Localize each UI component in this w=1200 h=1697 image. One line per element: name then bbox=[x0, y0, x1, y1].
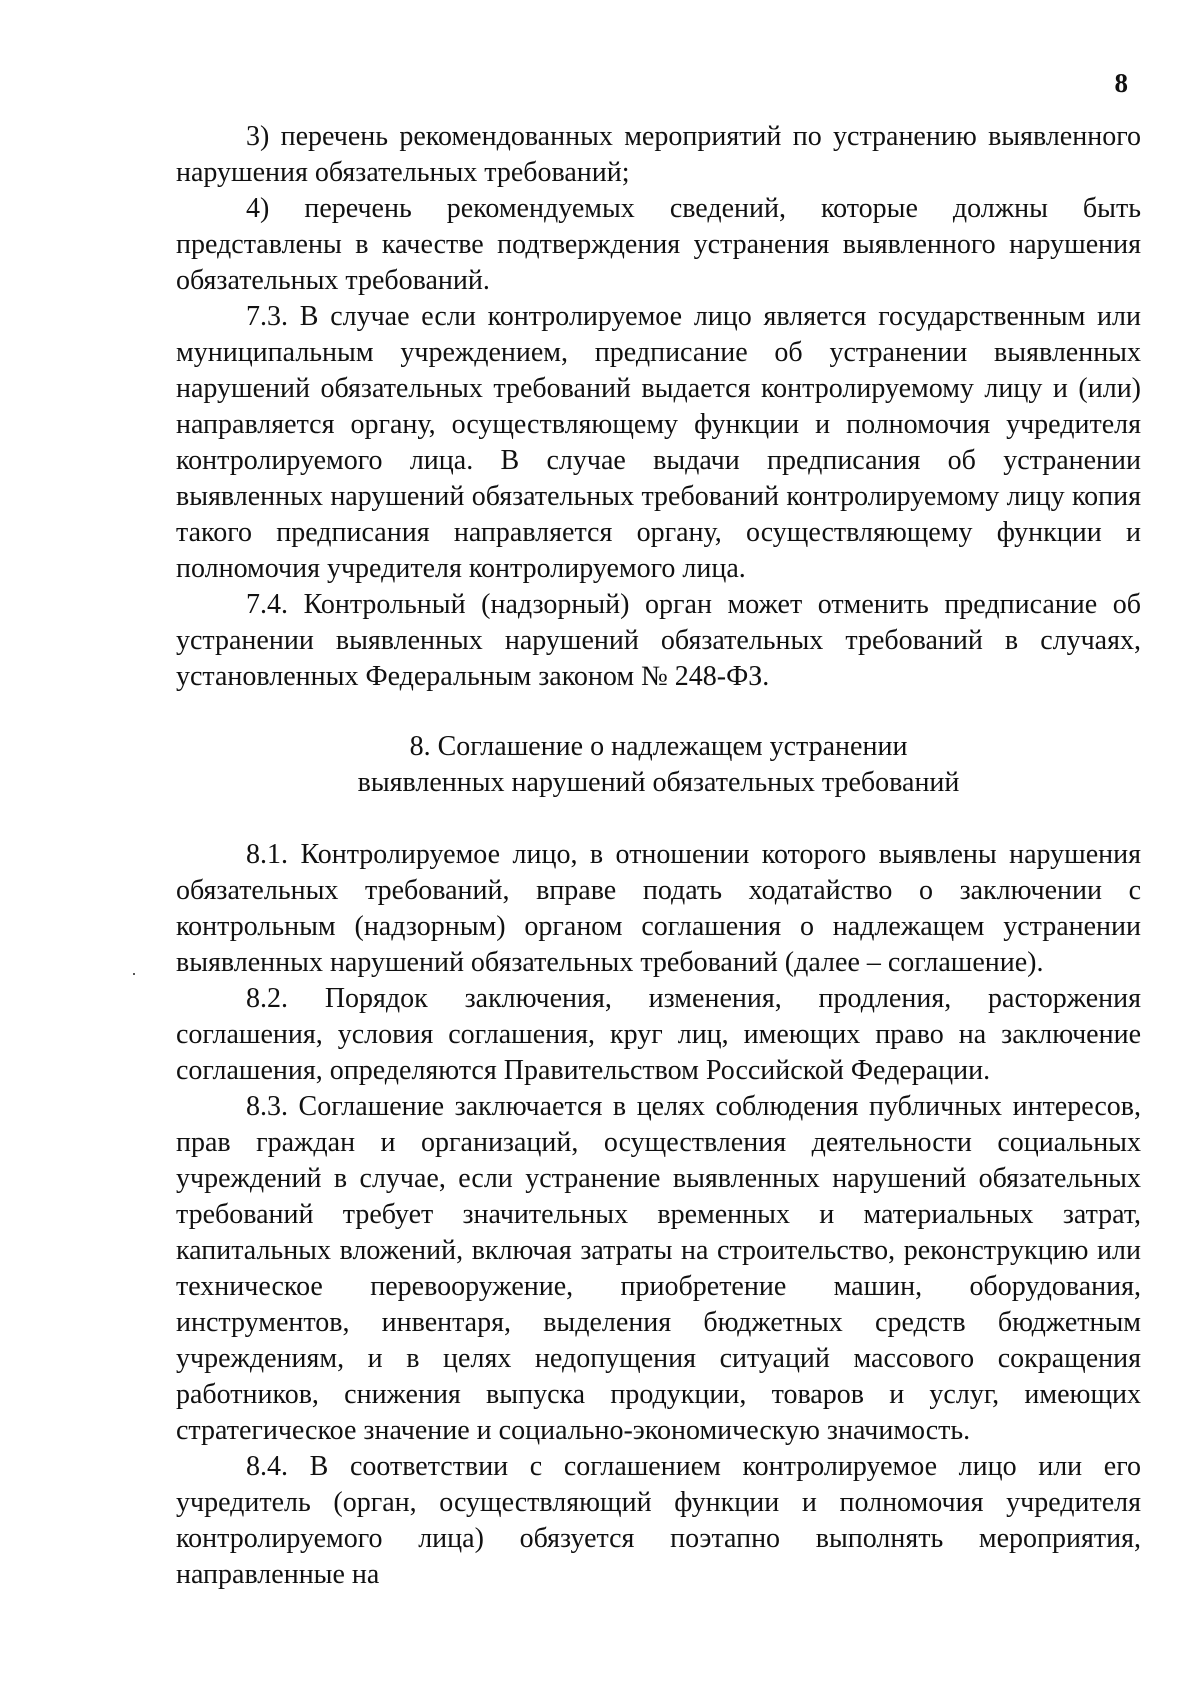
scan-speck bbox=[133, 973, 135, 975]
section-heading bbox=[176, 729, 1141, 801]
document-body bbox=[176, 119, 1141, 1593]
page-number: 8 bbox=[1114, 68, 1128, 98]
paragraph-8-3: 8.3. Соглашение заключается в целях соблюдения публичных интересов, прав граждан и организаций, осуществления деятельности социальных учреждений в случае, если устранение выявленных нарушений обязательных требований требует значительных временных и материальных затрат, капитальных вложений, включая затраты на строительство, реконструкцию или техническое перевооружение, приобретение машин, оборудования, инструментов, инвентаря, выделения бюджетных средств бюджетным учреждениям, и в целях недопущения ситуаций массового сокращения работников, снижения выпуска продукции, товаров и услуг, имеющих стратегическое значение и социально-экономическую значимость. bbox=[176, 1091, 1141, 1446]
paragraph-item-4: 4) перечень рекомендуемых сведений, которые должны быть представлены в качестве подтверждения устранения выявленного нарушения обязательных требований. bbox=[176, 193, 1141, 296]
paragraph-item-3: 3) перечень рекомендованных мероприятий по устранению выявленного нарушения обязательных требований; bbox=[176, 121, 1141, 188]
section-heading-line-2: выявленных нарушений обязательных требований bbox=[357, 767, 960, 798]
section-heading-line-1: 8. Соглашение о надлежащем устранении bbox=[409, 731, 908, 762]
paragraph-8-1: 8.1. Контролируемое лицо, в отношении которого выявлены нарушения обязательных требований, вправе подать ходатайство о заключении с контрольным (надзорным) органом соглашения о надлежащем устранении выявленных нарушений обязательных требований (далее – соглашение). bbox=[176, 839, 1141, 978]
paragraph-7-3: 7.3. В случае если контролируемое лицо является государственным или муниципальным учреждением, предписание об устранении выявленных нарушений обязательных требований выдается контролируемому лицу и (или) направляется органу, осуществляющему функции и полномочия учредителя контролируемого лица. В случае выдачи предписания об устранении выявленных нарушений обязательных требований контролируемому лицу копия такого предписания направляется органу, осуществляющему функции и полномочия учредителя контролируемого лица. bbox=[176, 301, 1141, 584]
paragraph-8-4: 8.4. В соответствии с соглашением контролируемое лицо или его учредитель (орган, осуществляющий функции и полномочия учредителя контролируемого лица) обязуется поэтапно выполнять мероприятия, направленные на bbox=[176, 1451, 1141, 1590]
paragraph-7-4: 7.4. Контрольный (надзорный) орган может отменить предписание об устранении выявленных нарушений обязательных требований в случаях, установленных Федеральным законом № 248-ФЗ. bbox=[176, 589, 1141, 692]
paragraph-8-2: 8.2. Порядок заключения, изменения, продления, расторжения соглашения, условия соглашения, круг лиц, имеющих право на заключение соглашения, определяются Правительством Российской Федерации. bbox=[176, 983, 1141, 1086]
